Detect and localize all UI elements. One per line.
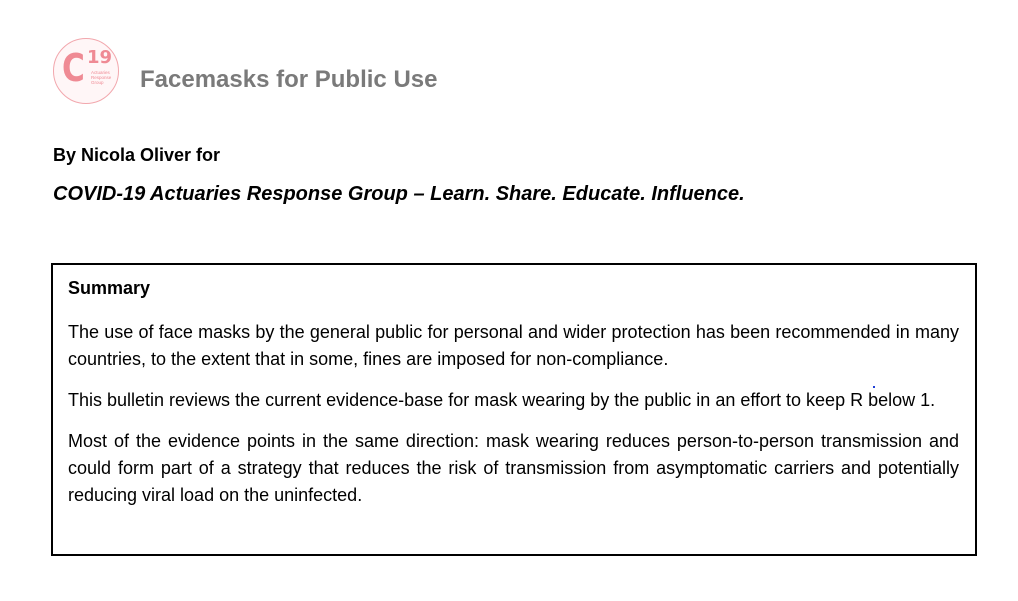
logo-letter: C [62, 46, 85, 90]
summary-paragraph: Most of the evidence points in the same direction: mask wearing reduces person-to-person transmission and could form part of a strategy that reduces the risk of transmission from asymptomatic carriers and potentially reducing viral load on the uninfected. [68, 431, 959, 505]
summary-heading: Summary [68, 278, 151, 298]
page-title: Facemasks for Public Use [140, 66, 438, 93]
author-byline: By Nicola Oliver for [53, 145, 221, 165]
summary-paragraph: The use of face masks by the general public for personal and wider protection has been recommended in many countries, to the extent that in some, fines are imposed for non-compliance. [68, 322, 959, 369]
c19-logo [53, 38, 119, 104]
stray-dot-mark [873, 386, 875, 388]
group-tagline: COVID-19 Actuaries Response Group – Learn. Share. Educate. Influence. [53, 183, 745, 205]
summary-paragraph: This bulletin reviews the current evidence-base for mask wearing by the public in an effort to keep R below 1. [68, 390, 936, 410]
logo-subtext: Actuaries Response Group [91, 70, 112, 85]
summary-box [51, 263, 977, 556]
logo-number: 19 [87, 47, 113, 68]
